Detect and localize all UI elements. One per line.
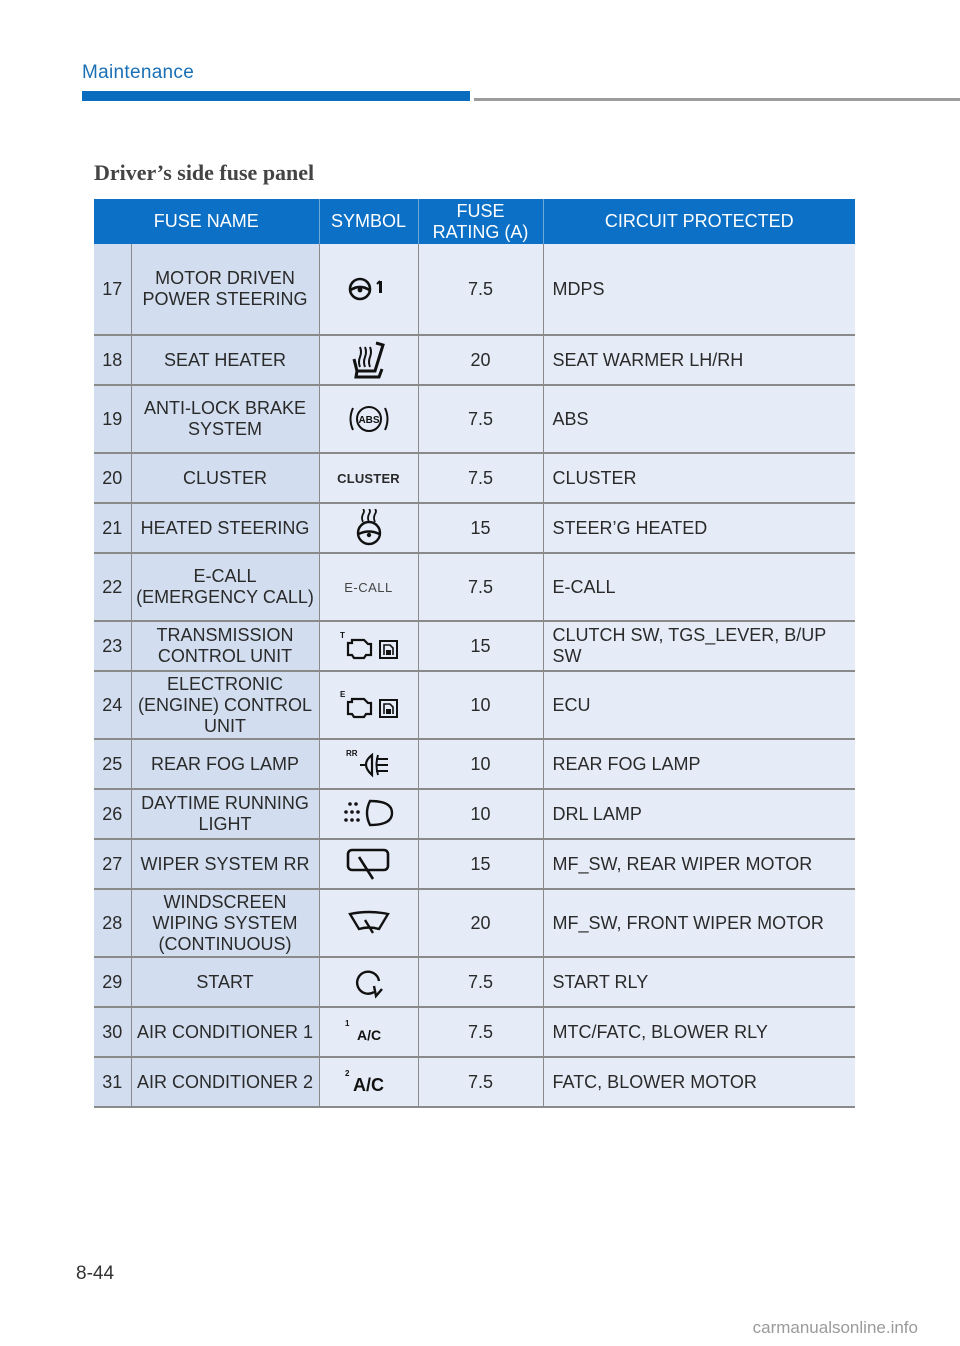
fuse-name: CLUSTER	[131, 453, 319, 503]
fuse-symbol	[319, 503, 418, 553]
fuse-number: 21	[94, 503, 131, 553]
circuit-protected: ECU	[543, 671, 855, 739]
fuse-rating: 20	[418, 889, 543, 957]
fuse-rating: 7.5	[418, 957, 543, 1007]
table-header-row	[94, 199, 855, 244]
circuit-protected: MDPS	[543, 244, 855, 335]
table-row	[94, 957, 855, 1007]
fuse-symbol	[319, 1007, 418, 1057]
fuse-symbol	[319, 335, 418, 385]
table-row	[94, 739, 855, 789]
fuse-number: 22	[94, 553, 131, 621]
circuit-protected: SEAT WARMER LH/RH	[543, 335, 855, 385]
header-fuse-name: FUSE NAME	[94, 199, 319, 244]
header-fuse-rating: FUSE RATING (A)	[418, 199, 543, 244]
cluster-symbol-text: CLUSTER	[337, 471, 400, 486]
circuit-protected: ABS	[543, 385, 855, 453]
ac1-index: 1	[344, 1019, 349, 1028]
fuse-rating: 10	[418, 789, 543, 839]
fuse-symbol	[319, 453, 418, 503]
fuse-rating: 15	[418, 839, 543, 889]
circuit-protected: MF_SW, REAR WIPER MOTOR	[543, 839, 855, 889]
fuse-rating: 15	[418, 621, 543, 671]
circuit-protected: E-CALL	[543, 553, 855, 621]
fuse-name: START	[131, 957, 319, 1007]
table-row	[94, 385, 855, 453]
fuse-name: MOTOR DRIVEN POWER STEERING	[131, 244, 319, 335]
table-row	[94, 1007, 855, 1057]
fuse-rating: 7.5	[418, 385, 543, 453]
circuit-protected: CLUTCH SW, TGS_LEVER, B/UP SW	[543, 621, 855, 671]
circuit-protected: REAR FOG LAMP	[543, 739, 855, 789]
fuse-rating: 10	[418, 671, 543, 739]
abs-icon	[346, 402, 392, 436]
fuse-number: 26	[94, 789, 131, 839]
table-row	[94, 244, 855, 335]
steering-wheel-1-icon	[347, 276, 391, 302]
rear-fog-label: RR	[345, 749, 358, 758]
fuse-name: ANTI-LOCK BRAKE SYSTEM	[131, 385, 319, 453]
fuse-name: WIPER SYSTEM RR	[131, 839, 319, 889]
fuse-number: 23	[94, 621, 131, 671]
rear-wiper-icon	[345, 847, 393, 881]
fuse-rating: 20	[418, 335, 543, 385]
fuse-rating: 7.5	[418, 1057, 543, 1107]
table-row	[94, 453, 855, 503]
fuse-rating: 15	[418, 503, 543, 553]
circuit-protected: DRL LAMP	[543, 789, 855, 839]
table-row	[94, 839, 855, 889]
start-arrow-icon	[352, 965, 386, 999]
fuse-symbol	[319, 1057, 418, 1107]
fuse-rating: 7.5	[418, 1007, 543, 1057]
table-row	[94, 503, 855, 553]
fuse-symbol	[319, 839, 418, 889]
circuit-protected: MTC/FATC, BLOWER RLY	[543, 1007, 855, 1057]
ac2-icon	[341, 1067, 397, 1097]
table-row	[94, 671, 855, 739]
fuse-name: WINDSCREEN WIPING SYSTEM (CONTINUOUS)	[131, 889, 319, 957]
fuse-rating: 7.5	[418, 553, 543, 621]
circuit-protected: FATC, BLOWER MOTOR	[543, 1057, 855, 1107]
fuse-name: ELECTRONIC (ENGINE) CONTROL UNIT	[131, 671, 319, 739]
ac2-label: A/C	[352, 1075, 384, 1095]
fuse-name: REAR FOG LAMP	[131, 739, 319, 789]
seat-heater-icon	[351, 341, 387, 379]
circuit-protected: START RLY	[543, 957, 855, 1007]
fuse-table	[94, 199, 855, 1108]
table-row	[94, 621, 855, 671]
circuit-protected: STEER’G HEATED	[543, 503, 855, 553]
ecu-letter: E	[339, 690, 345, 699]
fuse-rating: 10	[418, 739, 543, 789]
fuse-name: HEATED STEERING	[131, 503, 319, 553]
fuse-symbol	[319, 671, 418, 739]
table-row	[94, 889, 855, 957]
fuse-number: 30	[94, 1007, 131, 1057]
fuse-name: TRANSMISSION CONTROL UNIT	[131, 621, 319, 671]
table-row	[94, 553, 855, 621]
fuse-number: 29	[94, 957, 131, 1007]
fuse-number: 18	[94, 335, 131, 385]
fuse-rating: 7.5	[418, 244, 543, 335]
drl-icon	[342, 798, 396, 830]
ac1-label: A/C	[356, 1027, 381, 1043]
fuse-number: 19	[94, 385, 131, 453]
fuse-name: AIR CONDITIONER 2	[131, 1057, 319, 1107]
tcu-icon	[338, 629, 400, 663]
table-row	[94, 335, 855, 385]
fuse-name: E-CALL (EMERGENCY CALL)	[131, 553, 319, 621]
rear-fog-icon	[344, 747, 394, 781]
ac2-index: 2	[344, 1069, 349, 1078]
fuse-symbol	[319, 739, 418, 789]
header-bar-rule	[474, 98, 960, 101]
fuse-name: SEAT HEATER	[131, 335, 319, 385]
fuse-name: AIR CONDITIONER 1	[131, 1007, 319, 1057]
header-symbol: SYMBOL	[319, 199, 418, 244]
fuse-rating: 7.5	[418, 453, 543, 503]
section-label: Maintenance	[82, 62, 195, 83]
page-number: 8-44	[76, 1263, 115, 1284]
fuse-name: DAYTIME RUNNING LIGHT	[131, 789, 319, 839]
heated-steering-icon	[352, 509, 386, 547]
ecu-icon	[338, 688, 400, 722]
fuse-symbol	[319, 957, 418, 1007]
header-bar-accent	[82, 91, 470, 101]
table-row	[94, 789, 855, 839]
circuit-protected: CLUSTER	[543, 453, 855, 503]
fuse-symbol	[319, 385, 418, 453]
tcu-letter: T	[339, 631, 345, 640]
table-row	[94, 1057, 855, 1107]
ecall-symbol-text: E-CALL	[344, 580, 393, 595]
front-wiper-icon	[347, 909, 391, 937]
page-title: Driver’s side fuse panel	[94, 160, 315, 185]
fuse-symbol	[319, 889, 418, 957]
fuse-symbol	[319, 789, 418, 839]
abs-label: ABS	[357, 415, 380, 426]
fuse-symbol	[319, 621, 418, 671]
fuse-number: 17	[94, 244, 131, 335]
fuse-number: 25	[94, 739, 131, 789]
fuse-number: 24	[94, 671, 131, 739]
fuse-number: 20	[94, 453, 131, 503]
fuse-symbol	[319, 244, 418, 335]
watermark: carmanualsonline.info	[752, 1318, 918, 1337]
fuse-number: 31	[94, 1057, 131, 1107]
circuit-protected: MF_SW, FRONT WIPER MOTOR	[543, 889, 855, 957]
fuse-number: 27	[94, 839, 131, 889]
fuse-number: 28	[94, 889, 131, 957]
fuse-symbol	[319, 553, 418, 621]
ac1-icon	[341, 1017, 397, 1047]
header-circuit-protected: CIRCUIT PROTECTED	[543, 199, 855, 244]
